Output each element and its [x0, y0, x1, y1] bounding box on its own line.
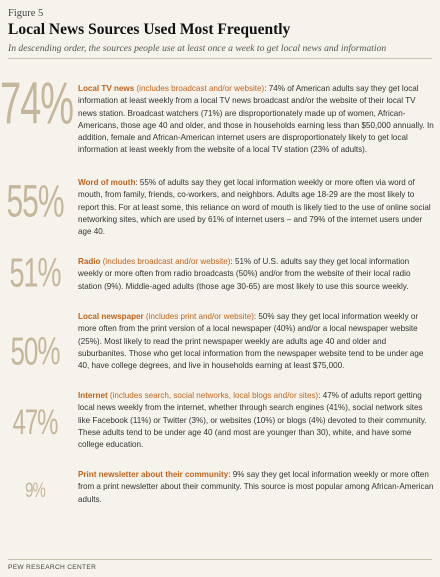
bottom-divider: [8, 559, 432, 560]
entry-internet: [78, 390, 434, 451]
entry-local-tv: [78, 83, 434, 157]
percent-internet: 47%: [12, 403, 58, 443]
entry-qualifier: (includes broadcast and/or website): [134, 84, 265, 93]
percent-local-tv: 74%: [0, 72, 74, 138]
entry-qualifier: (includes broadcast and/or website): [100, 257, 231, 266]
entry-heading: Local TV news: [78, 84, 135, 93]
percent-local-newspaper: 50%: [10, 328, 60, 374]
page-subtitle: In descending order, the sources people use at least once a week to get local news and information: [8, 43, 387, 54]
entry-text: : 9% say they get local information weekly or more often from a print newsletter about their community. This source is most popular among African-American adults.: [78, 470, 434, 504]
entry-qualifier: (includes print and/or website): [143, 312, 254, 321]
entry-text: : 51% of U.S. adults say they get local information weekly or more often from radio broadcasts (50%) and/or from the website of their local radio station (9%). Middle-aged adults (those age 30-65) are most likely to use this source weekly.: [78, 257, 411, 291]
entry-text: : 47% of adults report getting local news weekly from the internet, whether through search engines (41%), social network sites like Facebook (11%) or Twitter (3%), or websites (10%) or blogs (4%) devoted to their community. These adults tend to be under age 40 (and most are younger than 30), white, and have some college education.: [78, 391, 427, 450]
percent-radio: 51%: [9, 250, 61, 296]
source-footer: PEW RESEARCH CENTER: [8, 564, 97, 571]
percent-print-newsletter: 9%: [25, 478, 45, 503]
entry-heading: Internet: [78, 391, 108, 400]
entry-heading: Print newsletter about their community: [78, 470, 229, 479]
percent-word-of-mouth: 55%: [6, 177, 64, 227]
entry-text: : 55% of adults say they get local information weekly or more often via word of mouth, from family, friends, co-workers, and neighbors. Adults age 18-29 are the most likely to report this. For at least some, this reliance on word of mouth is likely tied to the use of online social networking sites, which are used by 61% of internet users – and 79% of the internet users under age 40.: [78, 178, 431, 237]
entry-word-of-mouth: [78, 177, 434, 238]
entry-print-newsletter: [78, 469, 434, 506]
entry-heading: Radio: [78, 257, 101, 266]
entry-text: : 74% of American adults say they get local information at least weekly from a local TV news broadcast and/or the website of their local TV news station. Broadcast watchers (71%) are disproportionately made up of women, African-Americans, those age 40 and older, and those in households earning less than $50,000 annually. In addition, female and African-American internet users are disproportionately likely to get local information at least weekly from the website of a local TV station (23% of adults).: [78, 84, 434, 155]
entry-text: : 50% say they get local information weekly or more often from the print version of a local newspaper (40%) and/or a local newspaper website (25%). Most likely to read the print newspaper weekly are adults age 40 and older and suburbanites. Those who get local information from the newspaper website tend to be under age 40, have college degrees, and live in households earning at least $75,000.: [78, 312, 424, 371]
page-title: Local News Sources Used Most Frequently: [8, 21, 291, 38]
entry-local-newspaper: [78, 311, 434, 372]
entry-radio: [78, 256, 434, 293]
entry-qualifier: (includes search, social networks, local blogs and/or sites): [107, 391, 319, 400]
entry-heading: Local newspaper: [78, 312, 144, 321]
entry-heading: Word of mouth: [78, 178, 136, 187]
top-divider: [8, 58, 432, 59]
figure-label: Figure 5: [8, 8, 44, 19]
